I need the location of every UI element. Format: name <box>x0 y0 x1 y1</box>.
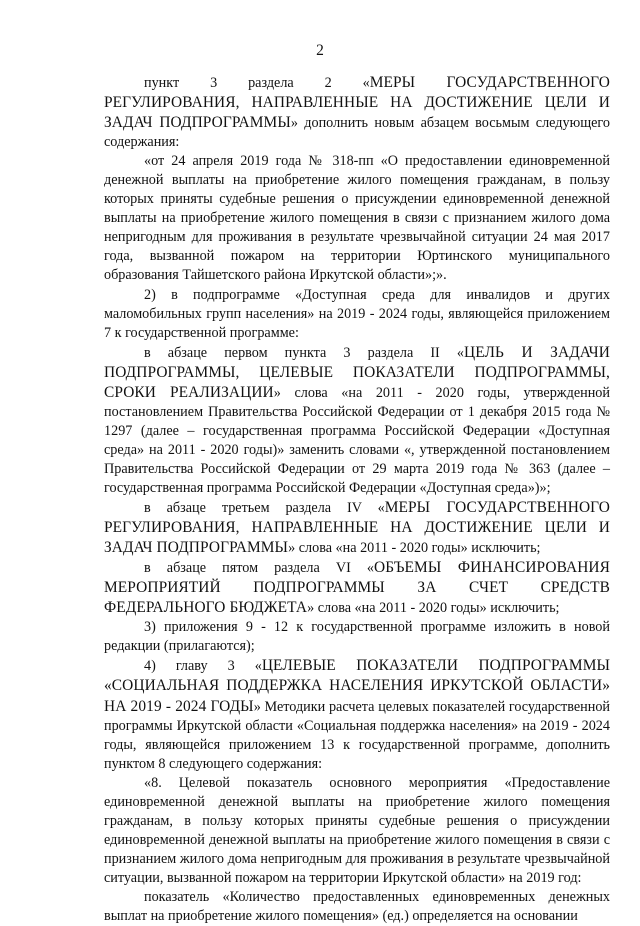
paragraph <box>104 558 610 618</box>
paragraph-text: » слова «на 2011 - 2020 годы» исключить; <box>307 600 560 617</box>
paragraph-text: «8. Целевой показатель основного мероприятия «Предоставление единовременной денежной выплаты на приобретение жилого помещения гражданам, в пользу которых приняты судебные решения о присуждении единовременной денежной выплаты на приобретение жилого помещения в связи с признанием жилого дома непригодным для проживания в результате чрезвычайной ситуации, вызванной пожаром на территории Иркутской области» на 2019 год: <box>104 774 610 886</box>
paragraph <box>104 152 610 285</box>
caps-heading-reference: ЦЕЛЬ И ЗАДАЧИ ПОДПРОГРАММЫ, ЦЕЛЕВЫЕ ПОКАЗАТЕЛИ ПОДПРОГРАММЫ, СРОКИ РЕАЛИЗАЦИИ <box>104 343 610 401</box>
paragraph-text: пункт 3 раздела 2 « <box>144 75 370 91</box>
paragraph-text: 4) главу 3 « <box>144 658 262 675</box>
paragraph <box>104 656 610 773</box>
paragraph-text: » слова «на 2011 - 2020 годы» исключить; <box>288 540 541 557</box>
paragraph-text: в абзаце третьем раздела IV « <box>144 500 385 517</box>
paragraph-text: в абзаце первом пункта 3 раздела II « <box>144 344 464 361</box>
paragraph-text: » дополнить новым абзацем восьмым следующего содержания: <box>104 115 610 151</box>
paragraph <box>104 774 610 888</box>
paragraph <box>104 286 610 343</box>
paragraph-text: «от 24 апреля 2019 года № 318-пп «О предоставлении единовременной денежной выплаты на приобретение жилого помещения гражданам, в пользу которых приняты судебные решения о присуждении единовременной денежной выплаты на приобретение жилого помещения в связи с признанием жилого дома непригодным для проживания в результате чрезвычайной ситуации 24 мая 2017 года, вызванной пожаром на территории Юртинского муниципального образования Тайшетского района Иркутской области»;». <box>104 153 610 284</box>
caps-heading-reference: ОБЪЕМЫ ФИНАНСИРОВАНИЯ МЕРОПРИЯТИЙ ПОДПРОГРАММЫ ЗА СЧЕТ СРЕДСТВ ФЕДЕРАЛЬНОГО БЮДЖЕТА <box>104 559 610 617</box>
paragraph-text: » слова «на 2011 - 2020 годы, утвержденной постановлением Правительства Российской Федерации от 1 декабря 2015 года № 1297 (далее – государственная программа Российской Федерации «Доступная среда» на 2011 - 2020 годы)» заменить словами «, утвержденной постановлением Правительства Российской Федерации от 29 марта 2019 года № 363 (далее – государственная программа Российской Федерации «Доступная среда»)»; <box>104 384 610 496</box>
paragraph <box>104 888 610 926</box>
paragraph-text: показатель «Количество предоставленных единовременных денежных выплат на приобретение жилого помещения» (ед.) определяется на основании <box>104 888 610 925</box>
paragraph-text: 3) приложения 9 - 12 к государственной программе изложить в новой редакции (прилагаются); <box>104 619 610 655</box>
paragraph <box>104 498 610 558</box>
paragraph-text: » Методики расчета целевых показателей государственной программы Иркутской области «Социальная поддержка населения» на 2019 - 2024 годы, являющейся приложением 13 к государственной программе, дополнить пунктом 8 следующего содержания: <box>104 698 610 772</box>
paragraph <box>104 343 610 498</box>
paragraph-text: 2) в подпрограмме «Доступная среда для инвалидов и других маломобильных групп населения» на 2019 - 2024 годы, являющейся приложением 7 к государственной программе: <box>104 286 610 341</box>
paragraph-text: в абзаце пятом раздела VI « <box>144 560 375 577</box>
caps-heading-reference: МЕРЫ ГОСУДАРСТВЕННОГО РЕГУЛИРОВАНИЯ, НАПРАВЛЕННЫЕ НА ДОСТИЖЕНИЕ ЦЕЛИ И ЗАДАЧ ПОДПРОГРАММЫ <box>104 499 611 557</box>
paragraph <box>104 618 610 656</box>
caps-heading-reference: МЕРЫ ГОСУДАРСТВЕННОГО РЕГУЛИРОВАНИЯ, НАПРАВЛЕННЫЕ НА ДОСТИЖЕНИЕ ЦЕЛИ И ЗАДАЧ ПОДПРОГРАММЫ <box>104 74 610 132</box>
paragraph <box>104 73 610 152</box>
caps-heading-reference: ЦЕЛЕВЫЕ ПОКАЗАТЕЛИ ПОДПРОГРАММЫ «СОЦИАЛЬНАЯ ПОДДЕРЖКА НАСЕЛЕНИЯ ИРКУТСКОЙ ОБЛАСТИ» НА 2019 - 2024 ГОДЫ <box>104 657 610 715</box>
page-number: 2 <box>316 42 324 59</box>
document-body <box>104 73 610 926</box>
